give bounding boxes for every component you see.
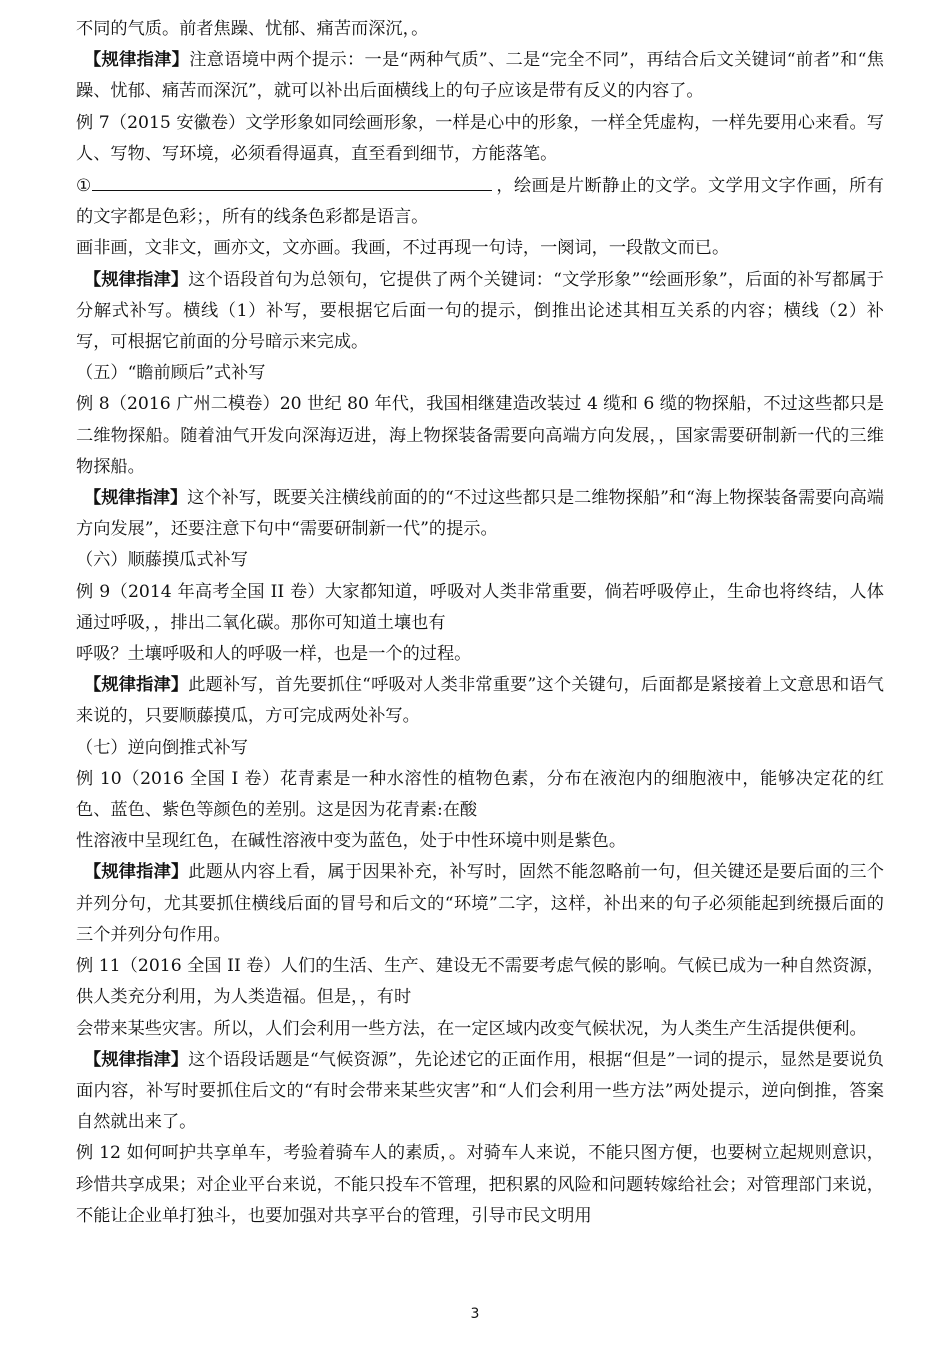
- page-number: 3: [470, 1306, 480, 1322]
- paragraph-text: ，绘画是片断静止的文学。文学用文字作画，所有的文字都是色彩；，所有的线条色彩都是语言。: [76, 176, 884, 228]
- paragraph-13: [76, 670, 884, 732]
- tip-text: 此题从内容上看，属于因果补充，补写时，固然不能忽略前一句，但关键还是要后面的三个并列分句，尤其要抓住横线后面的冒号和后文的“环境”二字，这样，补出来的句子必须能起到统摄后面的三个并列分句作用。: [76, 862, 884, 945]
- section-heading-7: （七）逆向倒推式补写: [76, 737, 248, 758]
- tip-label: 【规律指津】: [84, 488, 188, 509]
- section-heading-5: （五）“瞻前顾后”式补写: [76, 363, 266, 384]
- section-heading-6: （六）顺藤摸瓜式补写: [76, 550, 248, 571]
- tip-label: 【规律指津】: [84, 269, 189, 290]
- tip-label: 【规律指津】: [84, 862, 189, 883]
- tip-label: 【规律指津】: [84, 50, 190, 71]
- fill-blank-line: [92, 170, 492, 191]
- paragraph-11: 例 9（2014 年高考全国 II 卷）大家都知道，呼吸对人类非常重要，倘若呼吸停止，生命也将终结，人体通过呼吸，，排出二氧化碳。那你可知道土壤也有: [76, 581, 884, 633]
- tip-text: 此题补写，首先要抓住“呼吸对人类非常重要”这个关键句，后面都是紧接着上文意思和语气来说的，只要顺藤摸瓜，方可完成两处补写。: [76, 675, 884, 727]
- circled-number: ①: [76, 176, 92, 197]
- tip-text: 这个补写，既要关注横线前面的的“不过这些都只是二维物探船”和“海上物探装备需要向高端方向发展”，还要注意下句中“需要研制新一代”的提示。: [76, 488, 884, 540]
- paragraph-3: 例 7（2015 安徽卷）文学形象如同绘画形象，一样是心中的形象，一样全凭虚构，一样先要用心来看。写人、写物、写环境，必须看得逼真，直至看到细节，方能落笔。: [76, 112, 884, 164]
- paragraph-20: [76, 1045, 884, 1139]
- paragraph-5: 画非画，文非文，画亦文，文亦画。我画，不过再现一句诗，一阕词，一段散文而已。: [76, 238, 730, 259]
- paragraph-17: [76, 857, 884, 951]
- tip-text: 这个语段话题是“气候资源”，先论述它的正面作用，根据“但是”一词的提示，显然是要说负面内容，补写时要抓住后文的“有时会带来某些灾害”和“人们会利用一些方法”两处提示，逆向倒推，答案自然就出来了。: [76, 1049, 884, 1133]
- paragraph-15: 例 10（2016 全国 I 卷）花青素是一种水溶性的植物色素，分布在液泡内的细胞液中，能够决定花的红色、蓝色、紫色等颜色的差别。这是因为花青素:在酸: [76, 768, 884, 821]
- tip-text: 注意语境中两个提示：一是“两种气质”、二是“完全不同”，再结合后文关键词“前者”和“焦躁、忧郁、痛苦而深沉”，就可以补出后面横线上的句子应该是带有反义的内容了。: [76, 50, 884, 102]
- paragraph-4: [76, 170, 884, 233]
- paragraph-19: 会带来某些灾害。所以，人们会利用一些方法，在一定区域内改变气候状况，为人类生产生活提供便利。: [76, 1018, 867, 1039]
- tip-label: 【规律指津】: [84, 675, 189, 696]
- paragraph-16: 性溶液中呈现红色，在碱性溶液中变为蓝色，处于中性环境中则是紫色。: [76, 831, 627, 852]
- paragraph-9: [76, 483, 884, 545]
- paragraph-1: 不同的气质。前者焦躁、忧郁、痛苦而深沉，。: [76, 19, 429, 39]
- paragraph-6: [76, 265, 884, 359]
- paragraph-8: 例 8（2016 广州二模卷）20 世纪 80 年代，我国相继建造改装过 4 缆和 6 缆的物探船，不过这些都只是二维物探船。随着油气开发向深海迈进，海上物探装备需要向高端方向发展，，国家需要研制新一代的三维物探船。: [76, 394, 884, 477]
- tip-label: 【规律指津】: [84, 1049, 189, 1070]
- paragraph-12: 呼吸？土壤呼吸和人的呼吸一样，也是一个的过程。: [76, 644, 472, 665]
- document-body: [76, 14, 884, 1232]
- tip-text: 这个语段首句为总领句，它提供了两个关键词：“文学形象”“绘画形象”，后面的补写都属于分解式补写。横线（1）补写，要根据它后面一句的提示，倒推出论述其相互关系的内容；横线（2）补写，可根据它前面的分号暗示来完成。: [76, 269, 884, 353]
- paragraph-18: 例 11（2016 全国 II 卷）人们的生活、生产、建设无不需要考虑气候的影响。气候已成为一种自然资源，供人类充分利用，为人类造福。但是，，有时: [76, 956, 884, 1008]
- paragraph-2: [76, 45, 884, 107]
- paragraph-21: 例 12 如何呵护共享单车，考验着骑车人的素质，。对骑车人来说，不能只图方便，也要树立起规则意识，珍惜共享成果；对企业平台来说，不能只投车不管理，把积累的风险和问题转嫁给社会；对管理部门来说，不能让企业单打独斗，也要加强对共享平台的管理，引导市民文明用: [76, 1143, 884, 1226]
